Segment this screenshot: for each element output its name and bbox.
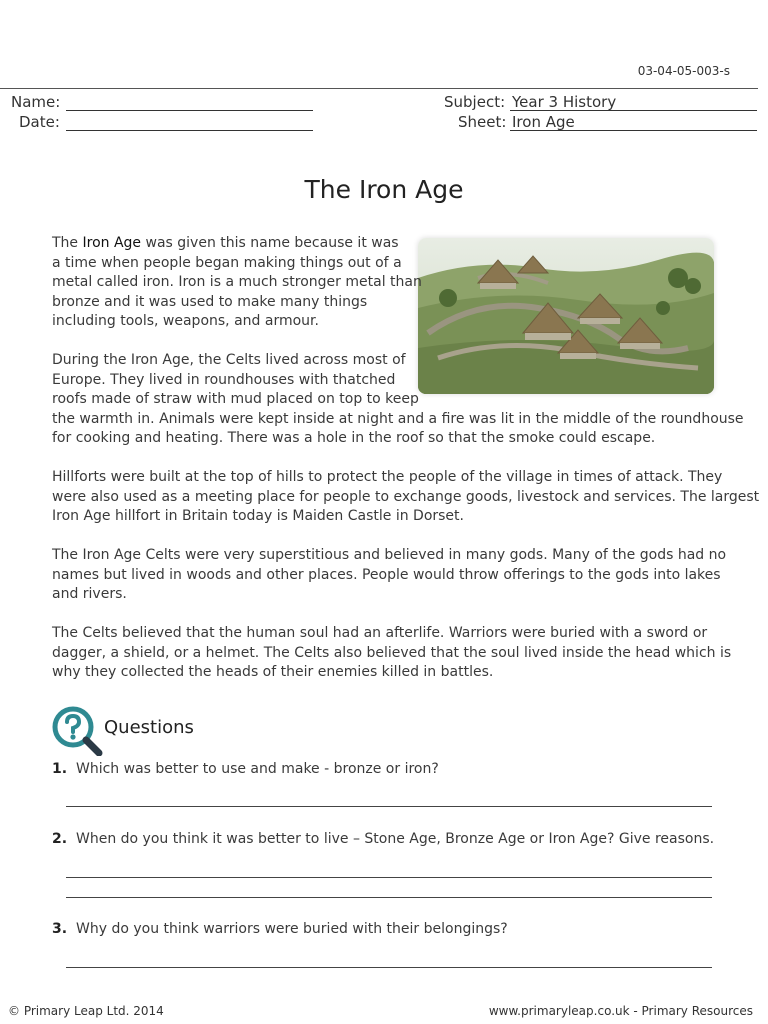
paragraph-2-line-1: During the Iron Age, the Celts lived across most of <box>52 352 406 368</box>
date-field[interactable] <box>66 112 313 131</box>
question-1-answer-line[interactable] <box>66 806 712 807</box>
paragraph-1-line-5: including tools, weapons, and armour. <box>52 313 319 329</box>
paragraph-2-line-2: Europe. They lived in roundhouses with thatched <box>52 371 396 388</box>
page-title: The Iron Age <box>304 175 464 204</box>
paragraph-1-line-2: a time when people began making things out of a <box>52 254 402 271</box>
paragraph-4 <box>52 546 726 605</box>
question-2-answer-line-1[interactable] <box>66 877 712 878</box>
paragraph-3-line-2: were also used as a meeting place for people to exchange goods, livestock and services. The largest <box>52 488 760 505</box>
paragraph-2-line-4: the warmth in. Animals were kept inside at night and a fire was lit in the middle of the roundhouse <box>52 410 744 427</box>
paragraph-5 <box>52 624 731 683</box>
question-3-number: 3. <box>52 921 68 937</box>
question-3-answer-line[interactable] <box>66 967 712 968</box>
paragraph-4-line-3: and rivers. <box>52 586 127 602</box>
paragraph-1-line-3: metal called iron. Iron is a much stronger metal than <box>52 274 422 290</box>
sheet-field[interactable] <box>510 112 757 131</box>
paragraph-2-line-5: for cooking and heating. There was a hole in the roof so that the smoke could escape. <box>52 430 656 446</box>
footer-website[interactable]: www.primaryleap.co.uk - Primary Resources <box>488 1004 753 1018</box>
subject-label: Subject: <box>444 93 506 111</box>
subject-field[interactable] <box>510 92 757 111</box>
name-field[interactable] <box>66 92 313 111</box>
paragraph-1-line-1 <box>52 234 422 254</box>
paragraph-3 <box>52 468 759 527</box>
paragraph-1 <box>52 234 422 332</box>
header-divider <box>0 88 758 89</box>
subject-value: Year 3 History <box>512 93 617 111</box>
question-2-number: 2. <box>52 831 68 847</box>
question-2-text: When do you think it was better to live – Stone Age, Bronze Age or Iron Age? Give reasons. <box>76 831 715 847</box>
worksheet-code: 03-04-05-003-s <box>637 64 730 78</box>
name-label: Name: <box>11 93 61 111</box>
questions-heading: Questions <box>104 717 194 738</box>
question-3-text: Why do you think warriors were buried with their belongings? <box>76 921 508 937</box>
paragraph-2-line-3: roofs made of straw with mud placed on top to keep <box>52 391 419 407</box>
date-label: Date: <box>19 113 60 131</box>
footer-copyright: © Primary Leap Ltd. 2014 <box>8 1004 164 1018</box>
paragraph-1-intro: The <box>52 235 83 251</box>
sheet-value: Iron Age <box>512 113 575 131</box>
sheet-label: Sheet: <box>458 113 507 131</box>
paragraph-5-line-2: dagger, a shield, or a helmet. The Celts also believed that the soul lived inside the head which is <box>52 644 732 661</box>
paragraph-4-line-2: names but lived in woods and other places. People would throw offerings to the gods into lakes <box>52 566 721 583</box>
paragraph-2 <box>52 351 744 449</box>
question-1-number: 1. <box>52 761 68 777</box>
paragraph-3-line-1: Hillforts were built at the top of hills to protect the people of the village in times of attack. They <box>52 469 723 485</box>
paragraph-5-line-3: why they collected the heads of their enemies killed in battles. <box>52 664 494 680</box>
magnifier-question-icon <box>52 706 104 756</box>
question-1-text: Which was better to use and make - bronze or iron? <box>76 761 439 777</box>
iron-age-bold-term: Iron Age <box>82 235 142 251</box>
question-2-answer-line-2[interactable] <box>66 897 712 898</box>
paragraph-4-line-1: The Iron Age Celts were very superstitious and believed in many gods. Many of the gods had no <box>52 547 727 563</box>
paragraph-3-line-3: Iron Age hillfort in Britain today is Maiden Castle in Dorset. <box>52 508 464 524</box>
paragraph-1-text: was given this name because it was <box>141 235 399 251</box>
paragraph-1-line-4: bronze and it was used to make many things <box>52 293 368 310</box>
paragraph-5-line-1: The Celts believed that the human soul had an afterlife. Warriors were buried with a sword or <box>52 625 708 641</box>
